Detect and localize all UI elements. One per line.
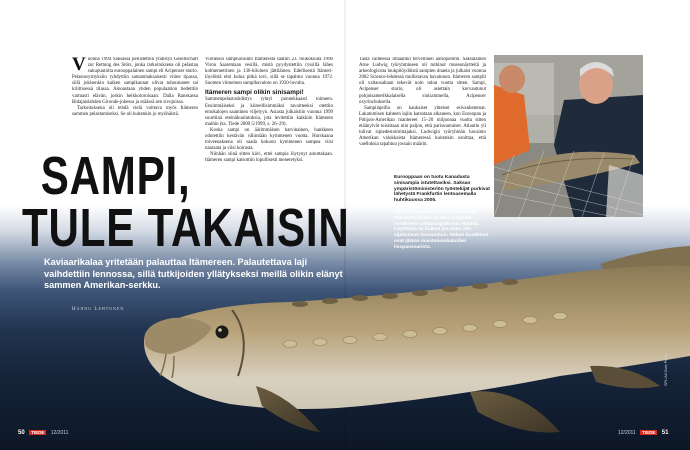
column-2-paragraph-2: Sammenpelastushdistys ryhtyi ponnekkaasti toimeen. Ensimmäiseksi ja kiireellisimmäksi tavoitteeksi otettiin emokalojen saaminen viljelyyn. Asiasta julkaistiin vuonna 1999 suurtiinä eteinäkuulutuksia, jota levitettiin kaikkiin Itämeren maihin (ks. Tiede 2000 5/1999, s. 26–29). [205, 97, 333, 127]
column-3-paragraph-1: Tästä valheessa ilmaantui tervellinen autiopommi. Saksalainen Arne Ludwig työryhmineen oli tutkinut museonäytteitä ja arkeologisista luukpilöydöistä sampien dnaeta ja julkaisi vuonna 2002 Science-lehdessä mullistavan havainnon. Itämeren samplit oli valtaosaltaan tekevät noin tuhat vuotta sitten. Sampi, Acipenser sturio, oli asiettain korvautunut pohjoisamerikkalaisella sinisammella, Acipenser oxyrinchuksella. [359, 57, 486, 105]
photo-illustration [494, 55, 643, 217]
photo-caption-2: Sampi voi kasvaa yli neljmetriseksi. Viikoväitysillään se etsii pohjasta ravukseen selkärangattomia eläimiä. Löytöissä se kulkee jos pään alle sijaitsevan imusuuhun. Nokan kuukkiset ovat jälänn maistelusokaluiden lisopanssarista. [394, 210, 489, 250]
brand-logo-right: TIEDE [642, 430, 656, 435]
footer-right [618, 430, 668, 436]
issue-left: 12/2011 [50, 430, 69, 436]
page-number-left: 50 [18, 430, 25, 436]
page-number-right: 51 [661, 430, 669, 436]
column-1-paragraph-2: Tarkoituksena oli tehdä vielä voittava myös Itämeren sammen pelastamiseksi. Se oli kuitenkin jo myöhäistä. [72, 105, 198, 117]
photo-scientists-with-sturgeon [494, 55, 643, 217]
issue-right: 12/2011 [618, 430, 636, 436]
column-1-paragraph-1: Vuonna 1994 Saksassa perustettiin yhdistys Gesellschaft zur Rettung des Störs, jonka tarkoituksena oli pelastaa sukupuutolta eurooppalainen sampi eli Acipenser sturio. Pelastusyrityksiin ryhdyttiin samanmaksaisesti viime tipassa, sillä jokisenkin kaiken samplkannat olivat tuhoutuneet tai kriittisessä tilassa. Ainoastaan yhden populaation tiedettiin varmasti elävän, joskin heikkotoroisaan: Dalla Ranskassa Bidajaislahden Gironde-jokessa ja eräässä sen sivujoissa. [72, 57, 198, 105]
article-lead: Kaviaarikalaa yritetään palauttaa Itämereen. Palautettava laji vaihdettiin lennossa, sillä tutkijoiden yllätykseksi meillä olikin elänyt sammen Amerikan-serkku. [44, 257, 343, 291]
title-line-1: SAMPI, [40, 146, 191, 206]
photo-caption-1: Eurooppaan on tuotu Kanadasta sinisampia istutettaviksi. Saksan ympäristöministeriön työntekijät purkivat lähetystä Frankfurtin lentoasemalla huhtikuussa 2005. [394, 175, 490, 204]
drop-cap: V [72, 57, 86, 75]
column-2-paragraph-4: Niinhän siinä sitten kävi, ettei sampia löytynyt ainuttakaan. Itämeren sampi katsottiin lopullisesti menetetyksi. [205, 152, 333, 164]
title-line-2: TULE TAKAISIN [22, 198, 350, 258]
article-column-3 [359, 57, 486, 169]
article-column-1 [72, 57, 198, 135]
subheading: Itämeren sampi olikin sinisampi! [205, 89, 304, 97]
footer-left [18, 430, 68, 436]
brand-logo-left: TIEDE [31, 430, 45, 435]
author-byline: Hannu Lehtonen [72, 307, 125, 312]
column-2-paragraph-1: Viimeisin samphavainto Itämerestä saatiin 23. toukokuuta 1996 Viron Saaremaan vesillä, mistä pyydystettiin ryssillä lähes kolmemetrinen ja 136-kiloinen jättiläinen. Edellisestä Itämeri-löydöstä ehti kulua pitkä tovi, sillä se tapahtui vuonna 1972. Suomen viimeinen samplhavainto on 1930-luvulta. [205, 57, 333, 87]
column-2-paragraph-3: Koska sampi on äärimmäisen harvinainen, hankkeen odotettiin kestävän vähintään kymmenen vuotta. Hurskaana toiveenaksena oli saada kokoon kymmenen sampea viisi naaraata ja viisi koirasta. [205, 127, 333, 152]
column-3-paragraph-2: Sampilajeilla on kaukaiset yhteiset esivanhemmat. Lakatumisen kahteen lajiin katsotaan alkaneen, kun Euroopan ja Pohjois-Amerikan mantereet 15–20 miljoonaa vuotta sitten etäänyivät toisistaan niin paljon, että parisuuntaiset. Atlantin yli tulivat sipiedestoimittajaksi. Ludwigin työryhmän havainto Amerikan valokkaista Itämeressä kuitenkin osoittaa, että vaelluksia tapahtuu jossain määrin. [359, 105, 486, 148]
photo-credit: SPL/All Over Press [664, 353, 668, 386]
